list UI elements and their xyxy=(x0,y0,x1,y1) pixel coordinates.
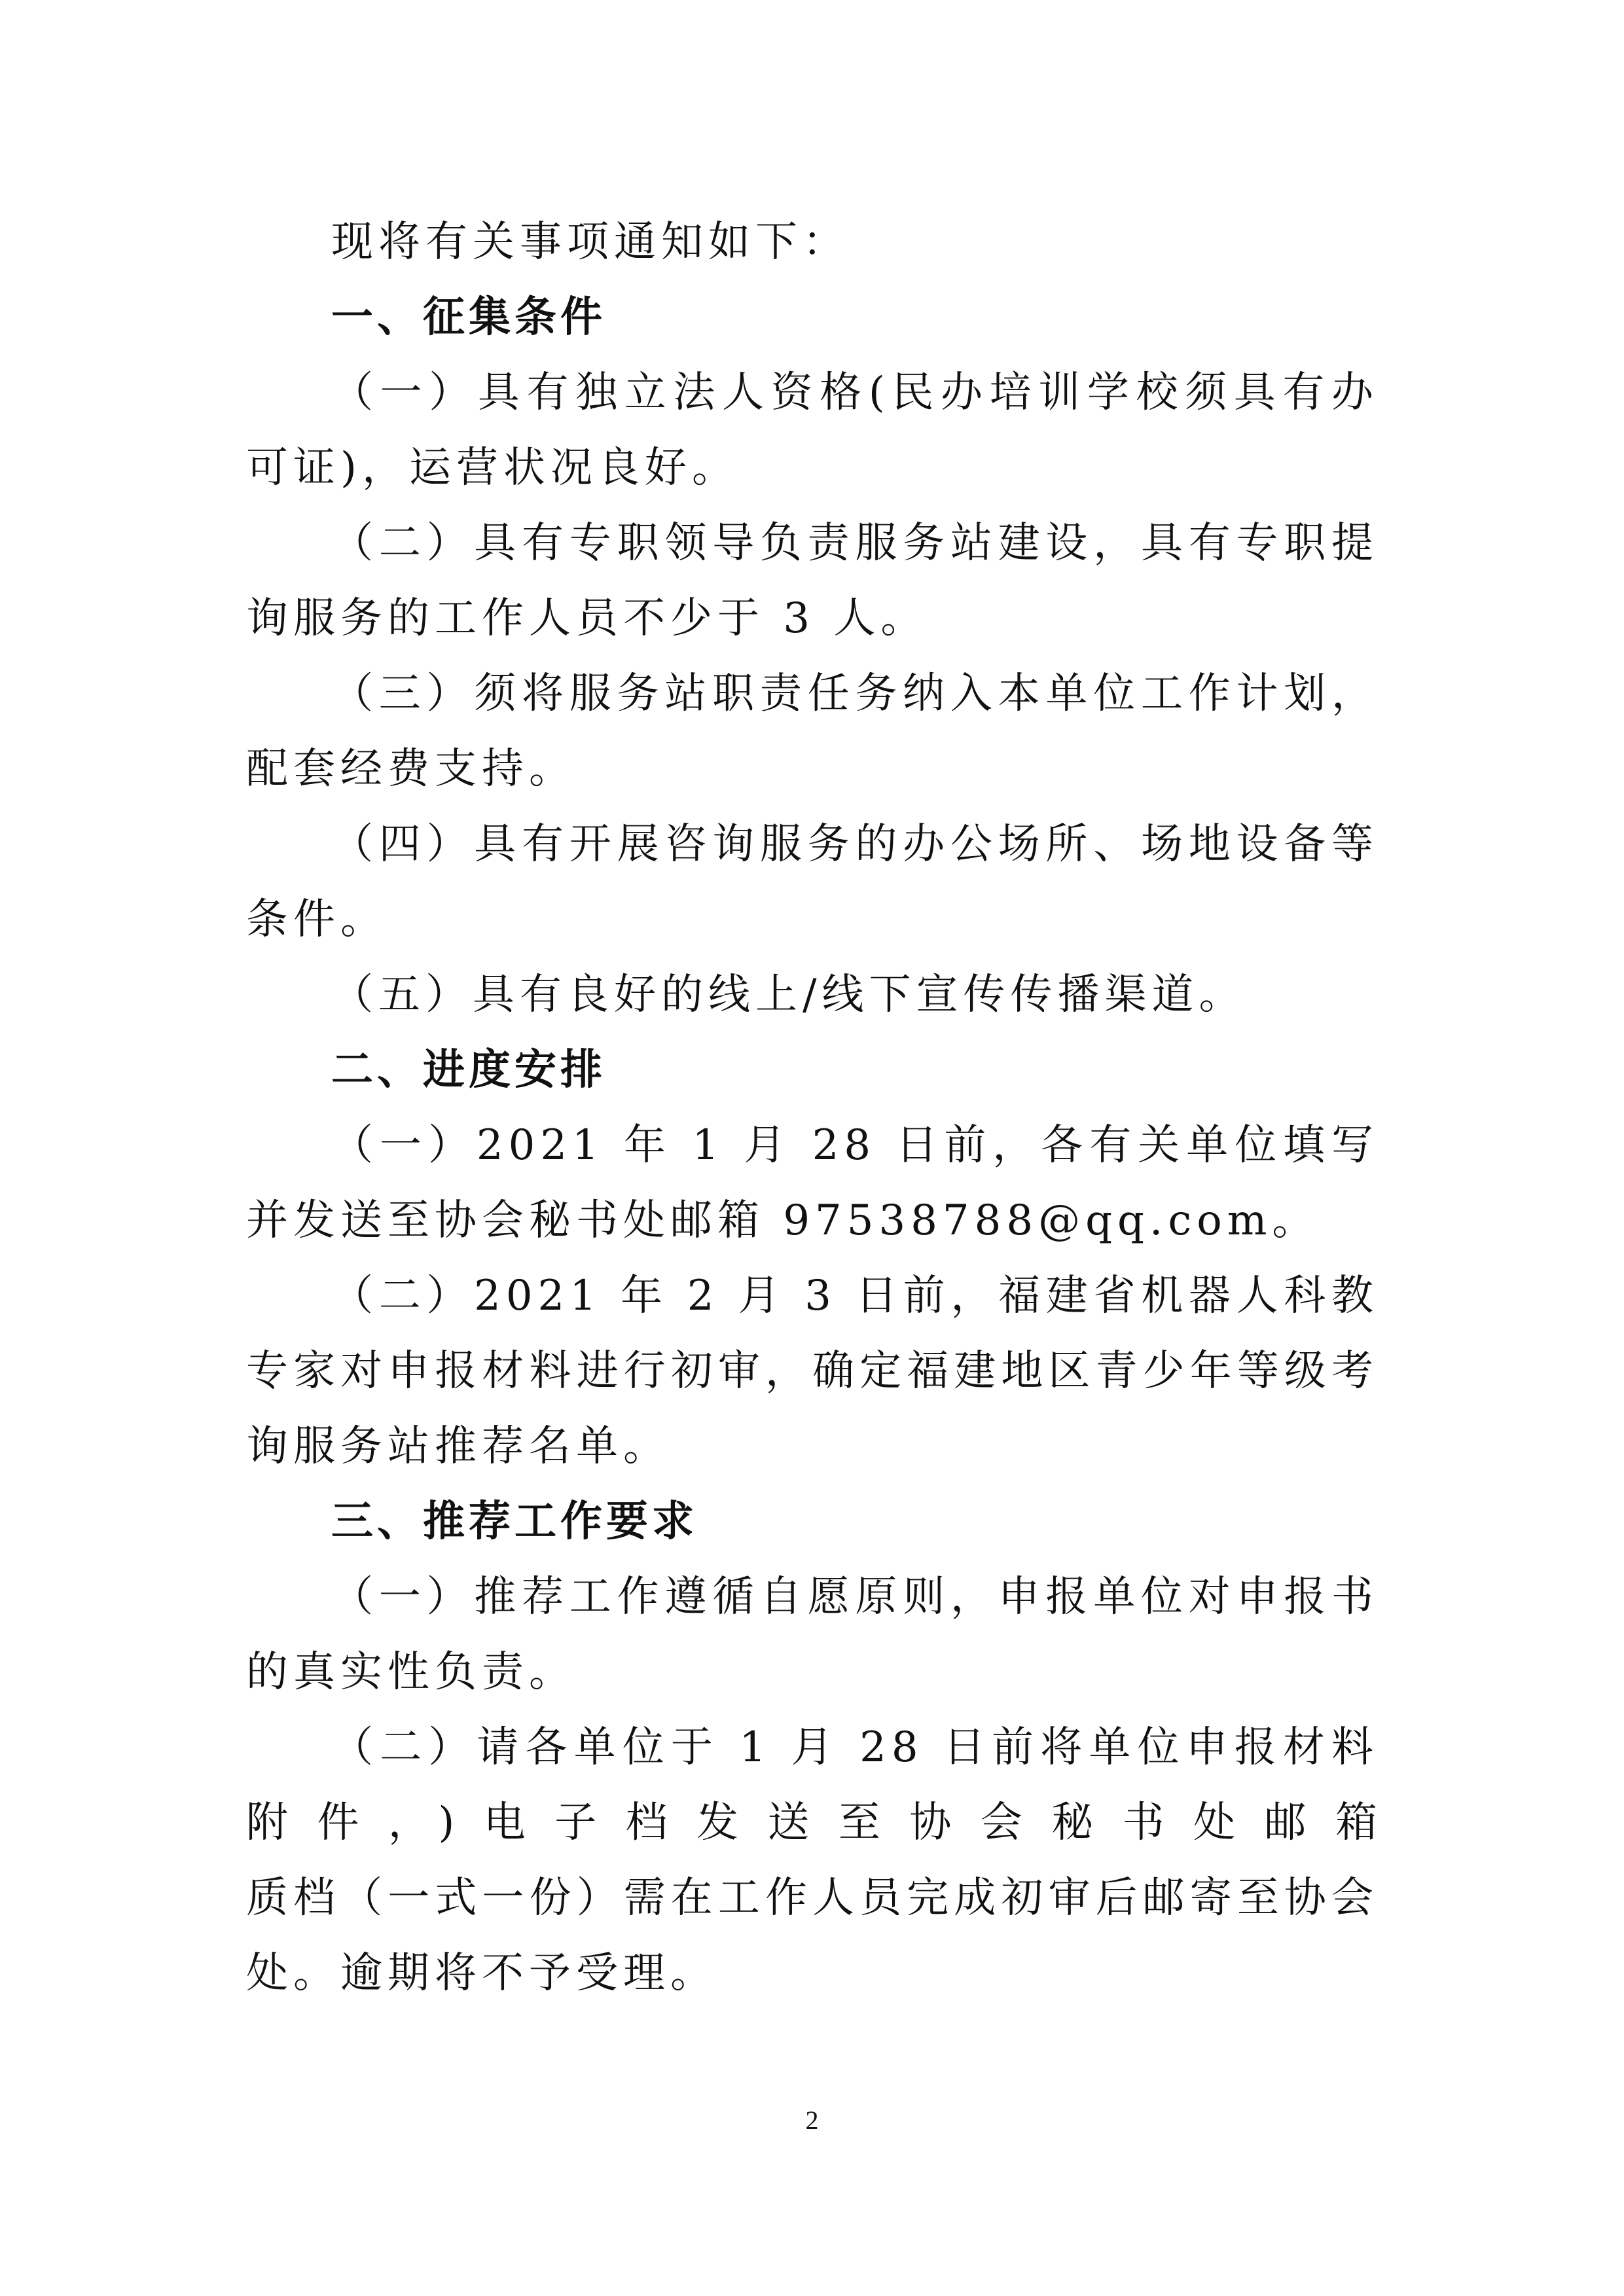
section1-item3-line2: 配套经费支持。 xyxy=(246,745,576,793)
section1-item2-line2: 询服务的工作人员不少于 3 人。 xyxy=(246,594,928,643)
section3-item2-line2: 附件，)电子档发送至协会秘书处邮箱 xyxy=(246,1799,1379,1847)
section1-item1-line2: 可证)，运营状况良好。 xyxy=(246,444,739,492)
section1-item3-line1: （三）须将服务站职责任务纳入本单位工作计划， xyxy=(331,670,1379,718)
section2-item2-line1: （二）2021 年 2 月 3 日前，福建省机器人科教 xyxy=(331,1272,1379,1320)
section2-item2-line2: 专家对申报材料进行初审，确定福建地区青少年等级考 xyxy=(246,1347,1379,1395)
section1-heading: 一、征集条件 xyxy=(331,293,606,342)
section2-heading: 二、进度安排 xyxy=(331,1046,606,1094)
section1-item4-line1: （四）具有开展咨询服务的办公场所、场地设备等 xyxy=(331,820,1379,869)
section2-item1-line2: 并发送至协会秘书处邮箱 97538788@qq.com。 xyxy=(246,1196,1320,1245)
section3-item2-line3: 质档（一式一份）需在工作人员完成初审后邮寄至协会 xyxy=(246,1874,1379,1922)
section2-item1-line1: （一）2021 年 1 月 28 日前，各有关单位填写 xyxy=(331,1121,1379,1170)
page-number: 2 xyxy=(805,2106,819,2135)
section1-item4-line2: 条件。 xyxy=(246,895,388,944)
section1-item1-line1: （一）具有独立法人资格(民办培训学校须具有办 xyxy=(331,368,1379,417)
section1-item2-line1: （二）具有专职领导负责服务站建设，具有专职提 xyxy=(331,519,1379,567)
section1-item5-line1: （五）具有良好的线上/线下宣传传播渠道。 xyxy=(331,971,1246,1019)
section3-item1-line1: （一）推荐工作遵循自愿原则，申报单位对申报书 xyxy=(331,1573,1379,1621)
section3-item2-line1: （二）请各单位于 1 月 28 日前将单位申报材料 xyxy=(331,1723,1379,1772)
intro-text: 现将有关事项通知如下： xyxy=(331,218,850,266)
section3-item2-line4: 处。逾期将不予受理。 xyxy=(246,1949,717,1998)
section2-item2-line3: 询服务站推荐名单。 xyxy=(246,1422,670,1471)
section3-item1-line2: 的真实性负责。 xyxy=(246,1648,576,1696)
section3-heading: 三、推荐工作要求 xyxy=(331,1498,698,1546)
